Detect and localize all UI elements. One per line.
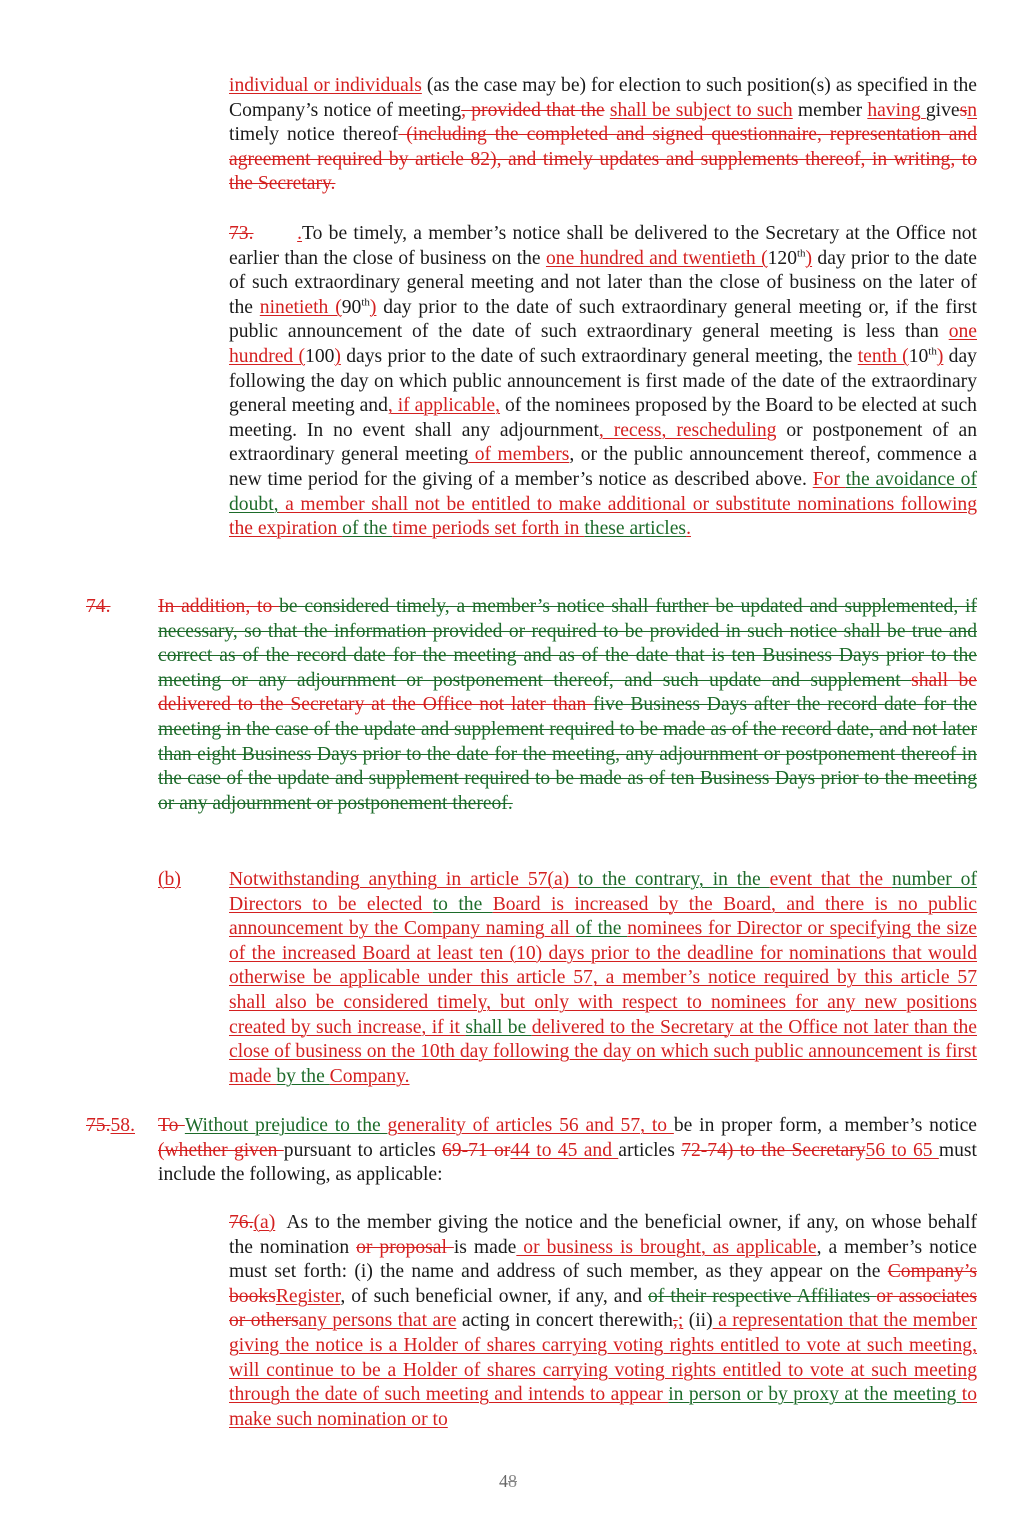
tracked-insertion: generality of articles 56 and 57, to <box>387 1115 674 1136</box>
tracked-insertion: one hundred ( <box>229 321 977 367</box>
tracked-insertion: to make such nomination or to <box>229 1384 977 1430</box>
tracked-insertion: 56 to 65 <box>865 1139 939 1161</box>
tracked-insertion: , recess, rescheduling <box>598 419 777 441</box>
page-number-deleted-digit: 8 <box>508 1471 517 1491</box>
tracked-insertion: 44 to 45 and <box>510 1139 619 1161</box>
tracked-insertion: . <box>686 518 691 540</box>
tracked-deletion: or proposal <box>356 1236 454 1258</box>
moved-insertion: these articles <box>584 518 687 540</box>
page-number-inserted-digit: 4 <box>499 1471 508 1491</box>
paragraph-number-58 <box>86 1114 135 1139</box>
text-run: day prior to the date of such extraordinary general meeting or, if the first public announcement of the date of such extraordinary general meeting is less than <box>229 296 977 343</box>
text-run: be in proper form, a member’s notice <box>673 1115 977 1136</box>
tracked-insertion: delivered to the Secretary at the Office not later than the close of business on the 10th day following the day on which such public announcement is first made <box>229 1016 977 1087</box>
tracked-deletion: , <box>672 1310 678 1332</box>
moved-insertion: the avoidance of doubt, <box>229 468 977 515</box>
tracked-insertion: (a) <box>253 1212 276 1233</box>
moved-deletion: of their respective Affiliates <box>648 1285 877 1307</box>
tracked-insertion: a representation that the member giving the notice is a Holder of shares carrying voting rights entitled to vote at such meeting, will continue to be a Holder of shares carrying voting rights entitled to vote at such meeting through the date of such meeting and intends to appear <box>229 1310 977 1406</box>
text-run: give <box>925 99 960 121</box>
tracked-insertion: ) <box>936 345 944 367</box>
tracked-insertion: of members <box>468 444 570 466</box>
tracked-insertion: having <box>867 99 926 121</box>
text-run: (as the case may be) for election to such position(s) as specified in the Company’s notice of meeting <box>229 75 978 121</box>
moved-insertion: of the <box>342 518 393 540</box>
tracked-insertion: tenth ( <box>857 345 909 367</box>
text-run: pursuant to articles <box>283 1139 442 1161</box>
superscript: th <box>361 296 370 309</box>
text-run: acting in concert therewith <box>456 1310 673 1332</box>
tracked-insertion: ) <box>369 296 377 318</box>
moved-deletion: be considered timely, a member’s notice shall further be updated and supplemented, if necessary, so that the information provided or required to be provided in such notice shall be true and correct as of the record date for the meeting and as of the date that is ten Business Days prior to the meeting or any adjournment or postponement thereof, and such update and supplement <box>158 596 978 691</box>
text-run: of the nominees proposed by the Board to be elected at such meeting. In no event shall any adjournment <box>229 395 977 441</box>
tracked-insertion: . <box>297 223 303 244</box>
superscript: th <box>796 247 806 260</box>
text-run: , of such beneficial owner, if any, and <box>340 1285 649 1307</box>
tracked-deletion: 69-71 or <box>442 1139 511 1161</box>
text-run: As to the member giving the notice and the beneficial owner, if any, on whose behalf the nomination <box>229 1212 977 1258</box>
tracked-insertion: or business is brought, as applicable <box>516 1236 817 1258</box>
paragraph-number-74: 74. <box>86 596 111 617</box>
moved-insertion: Without prejudice to the <box>184 1115 388 1136</box>
tracked-insertion: event that the <box>769 869 892 890</box>
text-run: or postponement of an extraordinary general meeting <box>229 419 978 466</box>
text-run: , a member’s notice must set forth: (i) the name and address of such member, as they appear on the <box>229 1236 977 1283</box>
tracked-deletion: 75. <box>86 1115 111 1136</box>
tracked-deletion: (whether given <box>158 1139 284 1161</box>
text-run: 90 <box>341 296 362 318</box>
text-run: must include the following, as applicable: <box>158 1139 977 1186</box>
tracked-insertion: nominees for Director or specifying the size of the increased Board at least ten (10) days prior to the deadline for nominations that would otherwise be applicable under this article 57, a member’s notice required by this article 57 shall also be considered timely, but only with respect to nominees for any new positions created by such increase, if it <box>229 918 977 1038</box>
tracked-insertion: ; <box>677 1310 684 1332</box>
tracked-insertion: Directors to be elected <box>229 893 433 915</box>
text-run: , or the public announcement thereof, commence a new time period for the giving of a member’s notice as described above. <box>229 444 977 490</box>
text-run: member <box>792 99 868 121</box>
tracked-deletion: s <box>959 99 968 121</box>
tracked-deletion: 76. <box>229 1212 254 1233</box>
text-run: (ii) <box>683 1310 713 1332</box>
tracked-insertion: Board is increased by the Board, and there is no public announcement by the Company naming all <box>229 893 977 940</box>
tracked-insertion: time periods set forth in <box>392 518 585 540</box>
tracked-insertion: ninetieth ( <box>259 296 342 318</box>
tracked-insertion: ) <box>805 247 813 269</box>
tracked-insertion: For <box>812 468 846 490</box>
tracked-insertion: any persons that are <box>298 1310 457 1332</box>
text-run: 10 <box>908 345 929 367</box>
tracked-deletion: Company’s books <box>229 1261 977 1307</box>
tracked-deletion: 72-74) to the Secretary <box>681 1139 866 1161</box>
moved-insertion: by the <box>276 1065 330 1087</box>
text-run: days prior to the date of such extraordinary general meeting, the <box>340 345 858 367</box>
tracked-insertion: Register <box>275 1285 341 1307</box>
text-run: timely notice thereof <box>229 124 399 146</box>
paragraph-57b <box>229 868 977 1089</box>
page-number <box>0 1471 1016 1492</box>
tracked-deletion: shall be delivered to the Secretary at the Office not later than <box>158 669 977 716</box>
moved-deletion: five Business Days after the record date for the meeting in the case of the update and supplement required to be made as of the record date, and not later than eight Business Days prior to the date for the meeting, any adjournment or postponement thereof in the case of the update and supplement required to be made as of ten Business Days prior to the meeting or any adjournment or postponement thereof. <box>158 694 977 814</box>
moved-insertion: of the <box>575 918 628 940</box>
tracked-insertion: shall be subject to such <box>609 99 793 121</box>
subparagraph-label-b: (b) <box>158 869 181 890</box>
tracked-insertion: ) <box>334 345 341 367</box>
moved-insertion: number of <box>891 869 977 890</box>
text-run: day prior to the date of such extraordinary general meeting and not later than the close of business on the later of the <box>229 247 977 318</box>
text-run: 120 <box>767 247 797 269</box>
paragraph-number-deleted: 73. <box>229 223 254 244</box>
tracked-insertion: individual or individuals <box>229 75 422 96</box>
paragraph-58a-content <box>229 1211 977 1432</box>
tracked-deletion: In addition, to <box>158 596 280 617</box>
tracked-insertion: 58. <box>110 1115 135 1136</box>
paragraph-74 <box>158 595 977 816</box>
paragraph-58 <box>158 1114 977 1188</box>
tab-space <box>254 223 298 244</box>
moved-insertion: to the <box>432 893 493 915</box>
tracked-insertion: n <box>967 99 978 121</box>
text-run: articles <box>618 1139 682 1161</box>
text-run: 100 <box>305 345 335 367</box>
tracked-insertion: Company. <box>329 1065 410 1087</box>
moved-insertion: in person or by proxy at the meeting <box>668 1384 962 1406</box>
tracked-insertion: one hundred and twentieth ( <box>545 247 768 269</box>
tracked-deletion: or associates or others <box>229 1285 977 1332</box>
tracked-deletion: (including the completed and signed questionnaire, representation and agreement required by article 82), and timely updates and supplements thereof, in writing, to the Secretary. <box>229 124 978 195</box>
moved-insertion: shall be <box>465 1016 532 1038</box>
paragraph-73 <box>229 222 977 542</box>
paragraph-72-continuation <box>229 74 977 197</box>
tracked-deletion: To <box>158 1115 185 1136</box>
tracked-deletion: , provided that the <box>461 99 605 121</box>
moved-insertion: to the contrary, in the <box>578 869 770 890</box>
tracked-insertion: Notwithstanding anything in article 57(a) <box>229 869 579 890</box>
text-run: day following the day on which public announcement is first made of the date of the extraordinary general meeting and <box>229 345 977 417</box>
tracked-insertion: , if applicable, <box>387 395 501 417</box>
text-run: To be timely, a member’s notice shall be delivered to the Secretary at the Office not earlier than the close of business on the <box>229 223 977 269</box>
text-run: is made <box>453 1236 517 1258</box>
tracked-insertion: a member shall not be entitled to make additional or substitute nominations following the expiration <box>229 493 977 540</box>
superscript: th <box>928 345 937 358</box>
